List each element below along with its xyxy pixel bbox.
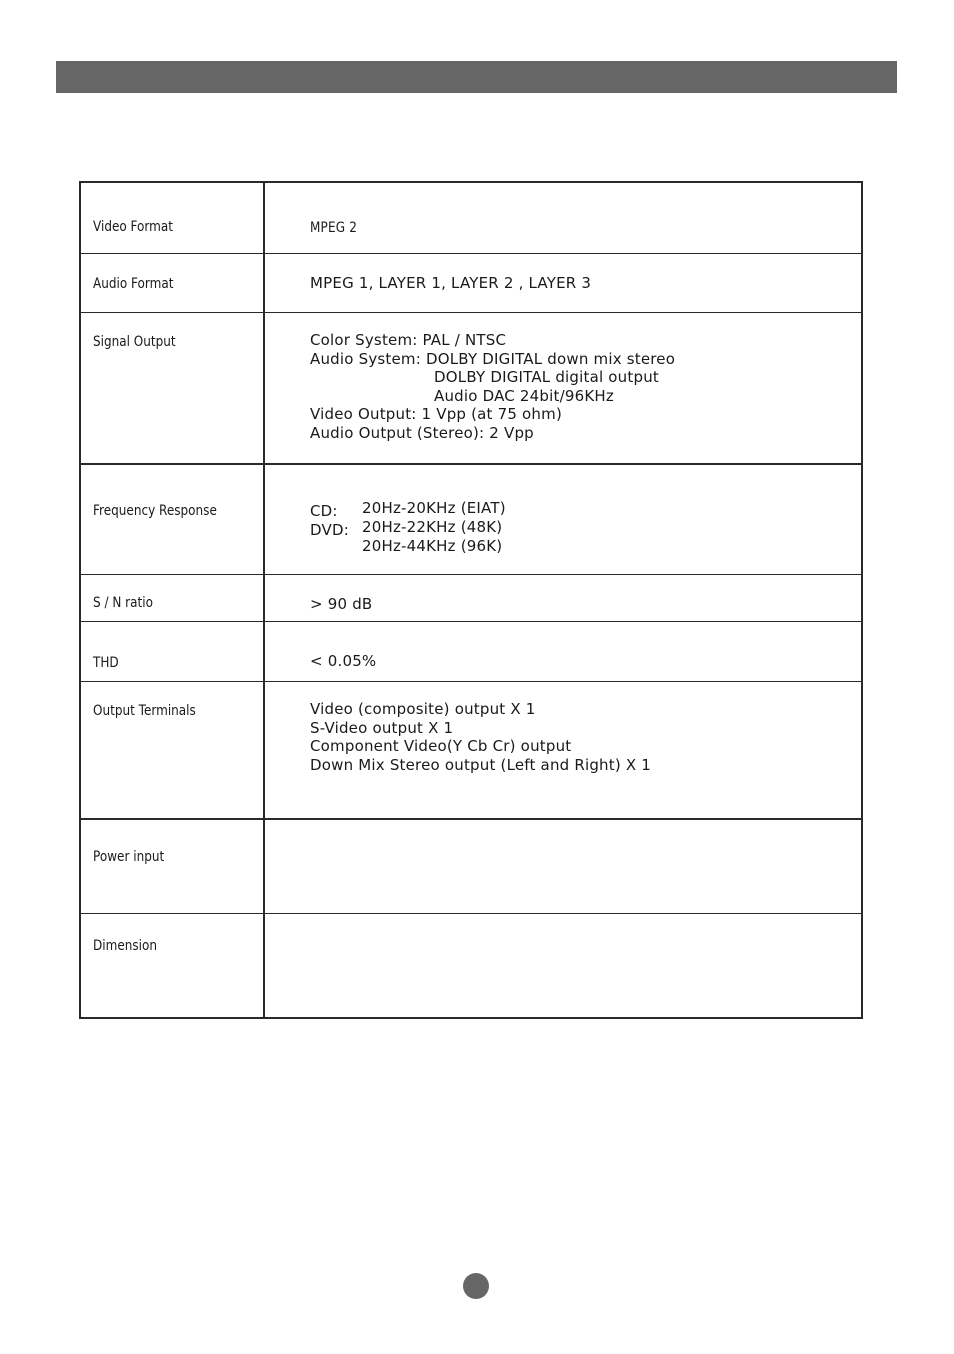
cd-label: CD: xyxy=(310,502,338,520)
sn-ratio-value: > 90 dB xyxy=(310,595,373,613)
audio-system-line-2: DOLBY DIGITAL digital output xyxy=(434,368,659,386)
audio-format-label: Audio Format xyxy=(93,276,174,292)
output-terminal-line: S-Video output X 1 xyxy=(310,718,454,737)
row-divider xyxy=(81,312,861,313)
frequency-response-label: Frequency Response xyxy=(93,503,217,519)
row-divider xyxy=(81,621,861,622)
dimension-label: Dimension xyxy=(93,938,158,954)
row-divider xyxy=(81,463,861,465)
row-divider xyxy=(81,818,861,820)
video-format-value: MPEG 2 xyxy=(310,220,358,236)
audio-format-value: MPEG 1, LAYER 1, LAYER 2 , LAYER 3 xyxy=(310,274,592,292)
power-input-label: Power input xyxy=(93,849,165,865)
output-terminals-label: Output Terminals xyxy=(93,703,196,719)
sn-ratio-label: S / N ratio xyxy=(93,595,153,611)
thd-value: < 0.05% xyxy=(310,652,377,670)
audio-system-line-3: Audio DAC 24bit/96KHz xyxy=(434,386,614,405)
header-bar xyxy=(56,61,897,93)
signal-output-label: Signal Output xyxy=(93,334,176,350)
dvd-label: DVD: xyxy=(310,521,349,539)
dvd-value-48k: 20Hz-22KHz (48K) xyxy=(362,518,503,536)
row-divider xyxy=(81,681,861,682)
video-output-line: Video Output: 1 Vpp (at 75 ohm) xyxy=(310,405,563,423)
output-terminal-line: Down Mix Stereo output (Left and Right) X 1 xyxy=(310,755,652,774)
row-divider xyxy=(81,253,861,254)
audio-output-line: Audio Output (Stereo): 2 Vpp xyxy=(310,423,534,442)
dvd-value-96k: 20Hz-44KHz (96K) xyxy=(362,537,503,555)
cd-value: 20Hz-20KHz (EIAT) xyxy=(362,499,506,517)
color-system-line: Color System: PAL / NTSC xyxy=(310,331,507,349)
signal-output-value xyxy=(310,331,675,442)
column-divider xyxy=(263,183,265,1017)
row-divider xyxy=(81,574,861,575)
audio-system-line: Audio System: DOLBY DIGITAL down mix stereo xyxy=(310,349,676,368)
page-number-dot xyxy=(463,1273,489,1299)
output-terminal-line: Video (composite) output X 1 xyxy=(310,700,536,718)
thd-label: THD xyxy=(93,655,119,671)
video-format-label: Video Format xyxy=(93,219,173,235)
output-terminal-line: Component Video(Y Cb Cr) output xyxy=(310,737,572,755)
output-terminals-value xyxy=(310,700,651,774)
row-divider xyxy=(81,913,861,914)
specifications-table xyxy=(79,181,863,1019)
